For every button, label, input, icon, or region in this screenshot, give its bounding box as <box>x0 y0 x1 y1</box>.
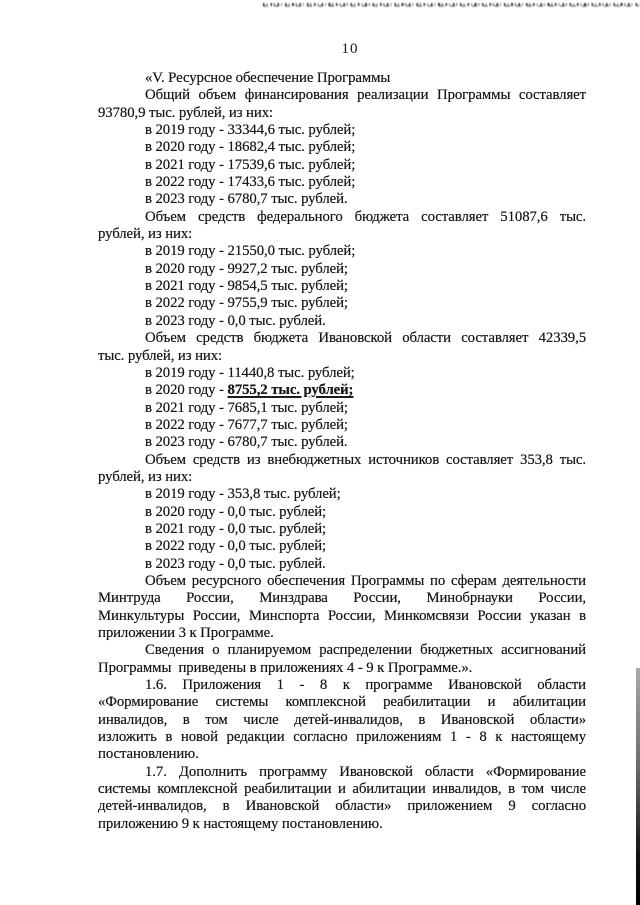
text-line: в 2022 году - 17433,6 тыс. рублей; <box>145 174 356 191</box>
scan-noise-strip <box>263 2 639 8</box>
document-text <box>98 70 586 833</box>
text-line: в 2022 году - 7677,7 тыс. рублей; <box>145 416 348 433</box>
text-line: инвалидов, в том числе детей-инвалидов, в Ивановской области» <box>98 711 586 728</box>
text-line: в 2023 году - 6780,7 тыс. рублей. <box>145 191 348 208</box>
text-line: 1.6. Приложения 1 - 8 к программе Ивановской области <box>145 677 586 694</box>
text-line: тыс. рублей, из них: <box>98 347 223 364</box>
text-line: изложить в новой редакции согласно приложениям 1 - 8 к настоящему <box>98 729 586 746</box>
text-line: в 2022 году - 0,0 тыс. рублей; <box>145 538 327 555</box>
text-line: Объем средств из внебюджетных источников составляет 353,8 тыс. <box>145 451 586 468</box>
text-line: в 2022 году - 9755,9 тыс. рублей; <box>145 295 348 312</box>
text-line: приложении 3 к Программе. <box>98 625 274 641</box>
text-line: в 2019 году - 11440,8 тыс. рублей; <box>145 364 355 381</box>
text-line: в 2021 году - 9854,5 тыс. рублей; <box>145 278 348 295</box>
text-line: в 2020 году - 9927,2 тыс. рублей; <box>145 260 348 277</box>
scan-edge-artifact <box>636 668 640 905</box>
text-line: 1.7. Дополнить программу Ивановской области «Формирование <box>145 763 586 780</box>
text-line: системы комплексной реабилитации и абилитации инвалидов, в том числе <box>98 781 586 798</box>
text-line: в 2020 году - 18682,4 тыс. рублей; <box>145 139 356 156</box>
text-line: рублей, из них: <box>98 468 193 485</box>
text-line: детей-инвалидов, в Ивановской области» приложением 9 согласно <box>98 798 586 815</box>
page-number: 10 <box>341 41 359 57</box>
text-line: Минтруда России, Минздрава России, Минобрнауки России, <box>98 590 586 607</box>
text-line: в 2021 году - 17539,6 тыс. рублей; <box>145 156 356 173</box>
text-line: постановлению. <box>98 746 199 763</box>
text-line: «Формирование системы комплексной реабилитации и абилитации <box>98 694 586 711</box>
text-line: 93780,9 тыс. рублей, из них: <box>98 104 274 121</box>
text-line: Объем средств бюджета Ивановской области составляет 42339,5 <box>145 330 586 347</box>
underlined-amount: 8755,2 тыс. рублей; <box>227 382 354 399</box>
text-line: «V. Ресурсное обеспечение Программы <box>145 70 391 86</box>
text-line: Сведения о планируемом распределении бюджетных ассигнований <box>145 642 586 659</box>
text-line: Минкультуры России, Минспорта России, Минкомсвязи России указан в <box>98 607 586 624</box>
text-line: Объем ресурсного обеспечения Программы по сферам деятельности <box>145 572 586 589</box>
text-line: в 2021 году - 7685,1 тыс. рублей; <box>145 399 348 416</box>
text-line <box>98 382 586 399</box>
text-line: в 2020 году - 0,0 тыс. рублей; <box>145 503 327 520</box>
text-line: в 2019 году - 353,8 тыс. рублей; <box>145 486 341 503</box>
text-line: Общий объем финансирования реализации Программы составляет <box>145 87 586 104</box>
text-line: Объем средств федерального бюджета составляет 51087,6 тыс. <box>145 208 586 225</box>
text-line: приложению 9 к настоящему постановлению. <box>98 815 383 832</box>
text-line: рублей, из них: <box>98 226 193 243</box>
text-line: в 2021 году - 0,0 тыс. рублей; <box>145 520 327 537</box>
text-line: в 2023 году - 0,0 тыс. рублей. <box>145 555 326 572</box>
text-line: в 2019 году - 21550,0 тыс. рублей; <box>145 243 356 260</box>
text-line: в 2023 году - 0,0 тыс. рублей. <box>145 312 326 329</box>
text-line: в 2019 году - 33344,6 тыс. рублей; <box>145 122 356 139</box>
text-line: в 2023 году - 6780,7 тыс. рублей. <box>145 434 348 451</box>
text-line-prefix: в 2020 году - <box>145 382 228 399</box>
text-line: Программы приведены в приложениях 4 - 9 к Программе.». <box>98 659 473 676</box>
